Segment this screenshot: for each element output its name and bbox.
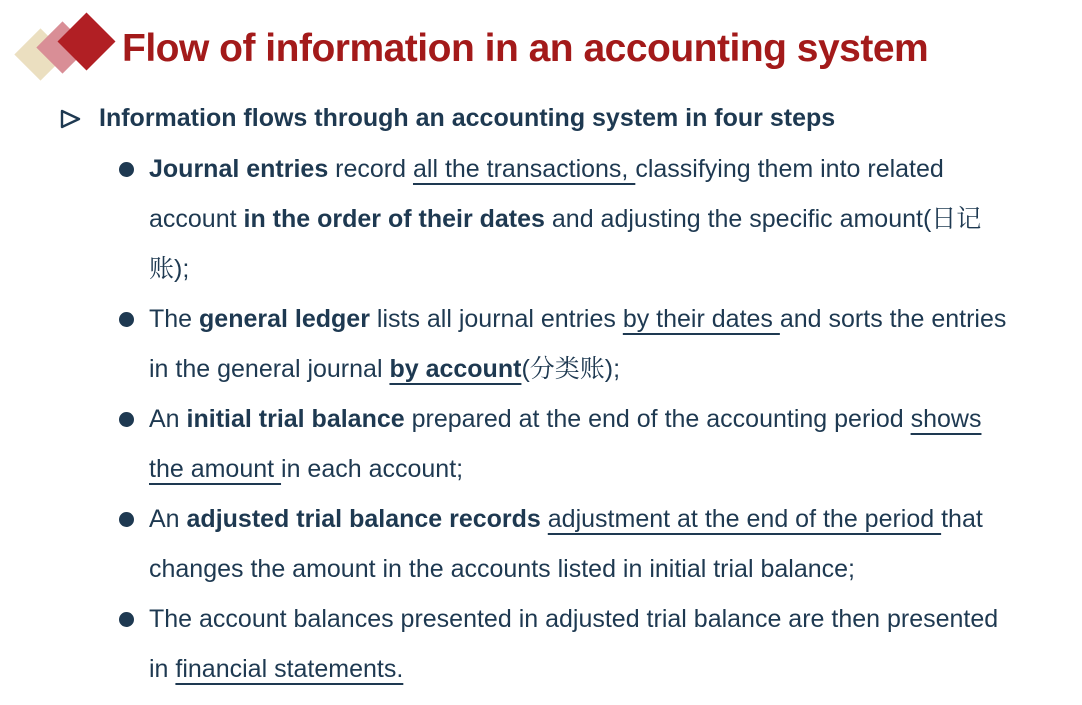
text-segment: by their dates	[622, 305, 780, 333]
bullet-text	[149, 505, 983, 583]
text-segment: adjusted trial balance records	[186, 505, 548, 533]
triple-diamond-icon	[14, 10, 116, 88]
text-segment: Journal entries	[149, 155, 336, 183]
dot-bullet-icon	[119, 612, 134, 627]
bullet-text	[149, 155, 981, 283]
text-segment: The account balances presented in adjusted trial balance are then presented in	[149, 605, 999, 683]
slide-title: Flow of information in an accounting system	[122, 27, 929, 70]
text-segment: lists all journal entries	[376, 305, 623, 333]
text-segment: all the transactions,	[412, 155, 636, 183]
bullet-text	[149, 305, 1006, 383]
dot-bullet-icon	[119, 412, 134, 427]
text-segment: prepared at the end of the accounting period	[411, 405, 911, 433]
text-segment: by account	[389, 355, 522, 383]
bullet-item	[118, 294, 1013, 394]
text-segment: (分类账);	[521, 355, 621, 383]
bullet-item	[118, 494, 1013, 594]
section-header-row	[0, 104, 1082, 133]
bullet-list	[118, 144, 1013, 694]
dot-bullet-icon	[119, 512, 134, 527]
text-segment: financial statements.	[175, 655, 404, 683]
text-segment: record	[335, 155, 413, 183]
text-segment: An	[149, 505, 187, 533]
text-segment: classifying them into related account	[149, 155, 944, 233]
dot-bullet-icon	[119, 162, 134, 177]
text-segment: adjustment at the end of the period	[547, 505, 942, 533]
text-segment: in the order of their dates	[243, 205, 552, 233]
text-segment: and sorts the entries in the general journal	[149, 305, 1007, 383]
bullet-text	[149, 405, 981, 483]
text-segment: shows the amount	[149, 405, 982, 483]
text-segment: An	[149, 405, 187, 433]
bullet-item	[118, 394, 1013, 494]
text-segment: general ledger	[199, 305, 377, 333]
arrow-bullet-icon	[58, 107, 82, 131]
bullet-text	[149, 605, 998, 683]
section-header: Information flows through an accounting system in four steps	[99, 104, 836, 132]
bullet-item	[118, 144, 1013, 294]
text-segment: The	[149, 305, 200, 333]
text-segment: in each account;	[281, 455, 464, 483]
title-row	[0, 0, 1082, 90]
text-segment: that changes the amount in the accounts listed in initial trial balance;	[149, 505, 983, 583]
text-segment: and adjusting the specific amount(日记账);	[149, 205, 982, 283]
dot-bullet-icon	[119, 312, 134, 327]
bullet-item	[118, 594, 1013, 694]
text-segment: initial trial balance	[186, 405, 412, 433]
